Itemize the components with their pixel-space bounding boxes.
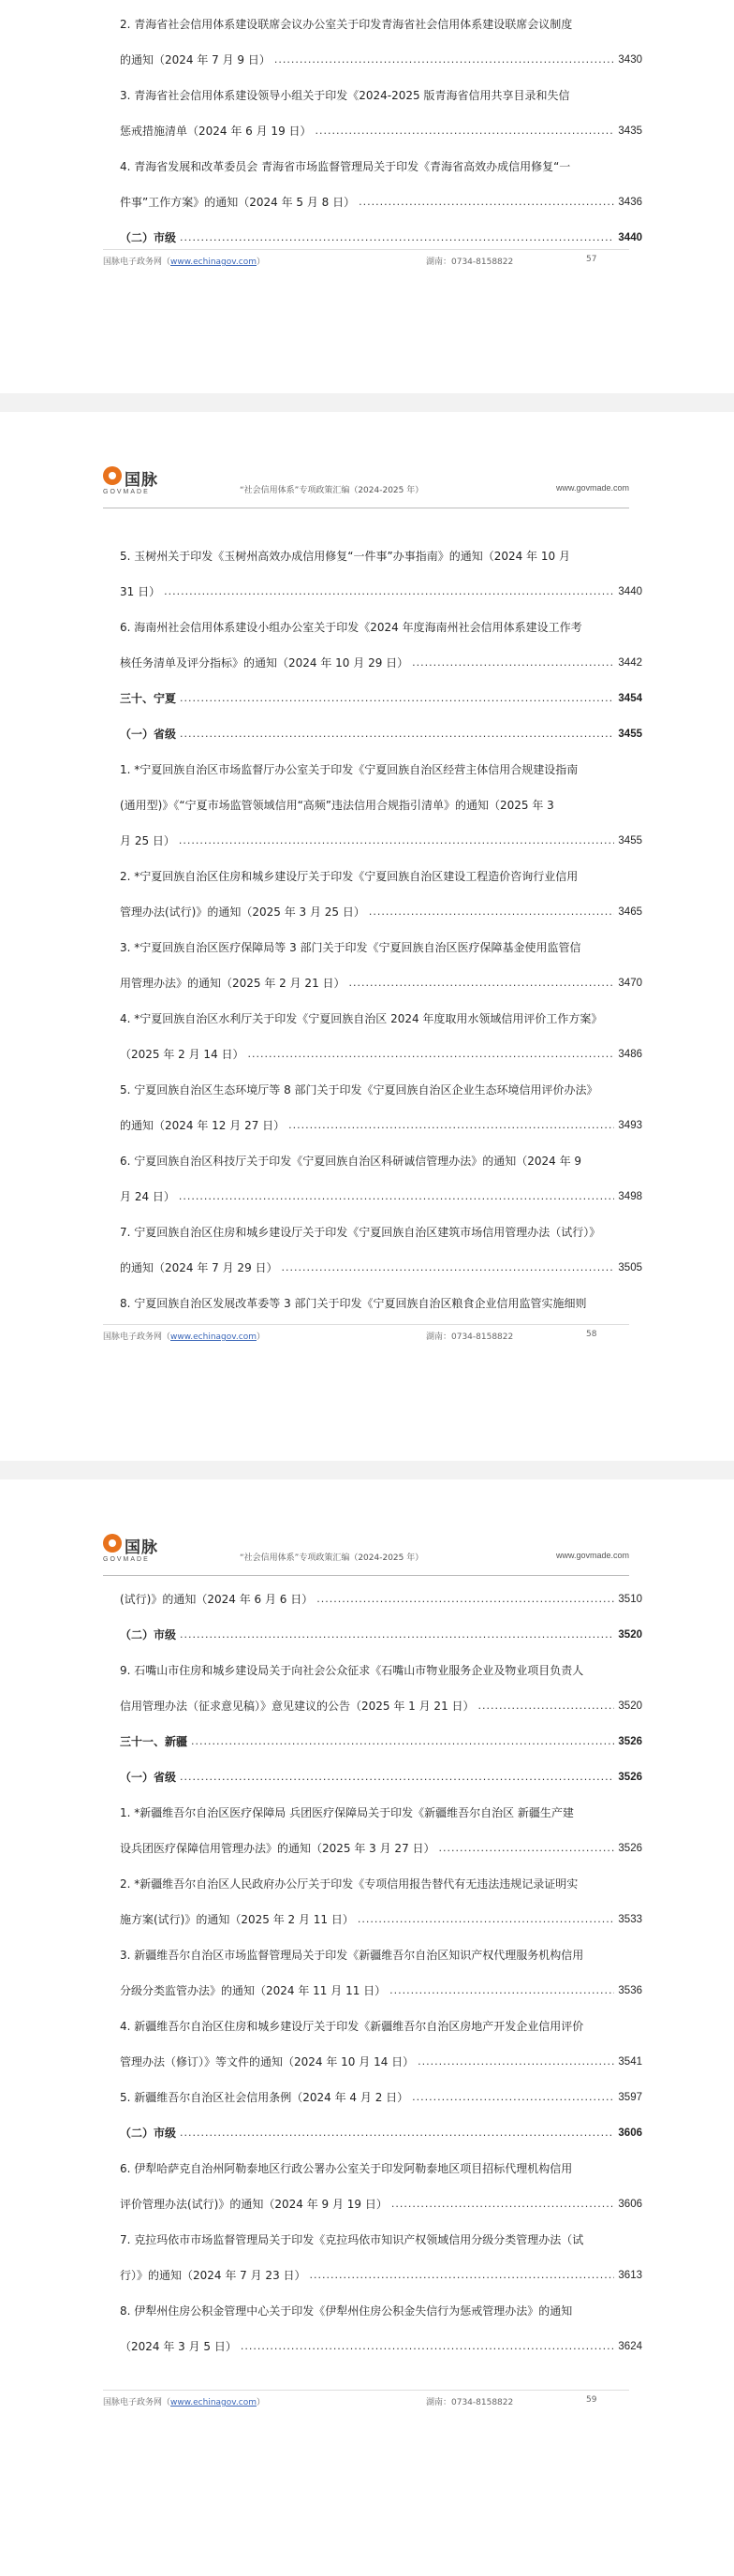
logo-icon [103, 1534, 122, 1553]
toc-text: (试行)》的通知（2024 年 6 月 6 日） [120, 1593, 314, 1606]
toc-text: 4. *宁夏回族自治区水利厅关于印发《宁夏回族自治区 2024 年度取用水领域信用评价工作方案》 [120, 1012, 603, 1025]
leader-dots [418, 2054, 614, 2069]
leader-dots [478, 1699, 615, 1714]
toc-line [120, 1172, 642, 1208]
toc-list [120, 0, 642, 249]
toc-text: 4. 青海省发展和改革委员会 青海省市场监督管理局关于印发《青海省高效办成信用修复“一 [120, 160, 571, 173]
toc-line [120, 2144, 642, 2180]
leader-dots [191, 1734, 614, 1749]
toc-text: 2. 青海省社会信用体系建设联席会议办公室关于印发青海省社会信用体系建设联席会议制度 [120, 18, 573, 31]
footer-source: 国脉电子政务网（www.echinagov.com） [103, 2398, 265, 2407]
toc-page-number: 3442 [618, 657, 642, 669]
toc-page-number: 3606 [618, 2199, 642, 2210]
toc-line [120, 959, 642, 994]
logo-name: 国脉 [125, 1538, 158, 1557]
footer-phone: 湖南：0734-8158822 [426, 258, 514, 267]
header-title: “社会信用体系”专项政策汇编（2024-2025 年） [240, 486, 424, 495]
toc-text: 31 日） [120, 585, 161, 598]
leader-dots [412, 655, 614, 670]
toc-text: 评价管理办法(试行)》的通知（2024 年 9 月 19 日） [120, 2198, 388, 2211]
toc-page-number: 3510 [618, 1594, 642, 1605]
toc-line [120, 994, 642, 1030]
toc-line [120, 1208, 642, 1244]
leader-dots [389, 1983, 614, 1998]
toc-page-number: 3597 [618, 2092, 642, 2103]
toc-line [120, 1895, 642, 1931]
footer-page-number: 59 [586, 2395, 597, 2405]
leader-dots [179, 1189, 615, 1204]
toc-page-number: 3493 [618, 1120, 642, 1131]
document-page-58 [0, 412, 734, 1461]
toc-line [120, 1860, 642, 1895]
toc-page-number: 3533 [618, 1914, 642, 1925]
leader-dots [248, 1047, 615, 1062]
toc-text: 月 24 日） [120, 1190, 175, 1203]
logo-sub: GOVMADE [103, 1556, 150, 1563]
toc-line [120, 1030, 642, 1066]
page-footer [103, 1324, 629, 1344]
toc-page-number: 3541 [618, 2056, 642, 2068]
document-page-59 [0, 1479, 734, 2576]
toc-text: (通用型)》《“宁夏市场监管领域信用“高频”违法信用合规指引清单》的通知（2025 年 3 [120, 799, 554, 812]
toc-text: （二）市级 [120, 231, 177, 244]
leader-dots [282, 1260, 615, 1275]
toc-page-number: 3436 [618, 197, 642, 208]
toc-text: 6. 伊犁哈萨克自治州阿勒泰地区行政公署办公室关于印发阿勒泰地区项目招标代理机构信用 [120, 2162, 573, 2175]
logo-sub: GOVMADE [103, 489, 150, 495]
toc-page-number: 3526 [618, 1843, 642, 1854]
page-footer [103, 249, 629, 269]
toc-text: 管理办法(试行)》的通知（2025 年 3 月 25 日） [120, 905, 365, 919]
leader-dots [179, 833, 615, 848]
logo-icon [103, 466, 122, 485]
footer-source: 国脉电子政务网（www.echinagov.com） [103, 258, 265, 267]
toc-line [120, 781, 642, 817]
toc-text: 分级分类监管办法》的通知（2024 年 11 月 11 日） [120, 1984, 387, 1997]
footer-page-number: 58 [586, 1330, 597, 1339]
header-url[interactable]: www.govmade.com [555, 1551, 629, 1560]
toc-text: 核任务清单及评分指标》的通知（2024 年 10 月 29 日） [120, 656, 409, 670]
leader-dots [241, 2339, 615, 2354]
toc-text: 1. *宁夏回族自治区市场监督厅办公室关于印发《宁夏回族自治区经营主体信用合规建设指南 [120, 763, 579, 776]
toc-line [120, 745, 642, 781]
toc-text: 月 25 日） [120, 834, 175, 847]
toc-line [120, 1101, 642, 1137]
toc-page-number: 3470 [618, 978, 642, 989]
toc-line [120, 142, 642, 178]
leader-dots [310, 2268, 615, 2283]
toc-text: 的通知（2024 年 12 月 27 日） [120, 1119, 286, 1132]
toc-text: 3. 新疆维吾尔自治区市场监督管理局关于印发《新疆维吾尔自治区知识产权代理服务机构信用 [120, 1949, 584, 1962]
toc-page-number: 3624 [618, 2341, 642, 2352]
toc-line [120, 0, 642, 36]
toc-text: （2025 年 2 月 14 日） [120, 1048, 244, 1061]
toc-line [120, 888, 642, 923]
toc-line [120, 1066, 642, 1101]
toc-line [120, 178, 642, 213]
toc-text: 件事”工作方案》的通知（2024 年 5 月 8 日） [120, 196, 356, 209]
footer-source: 国脉电子政务网（www.echinagov.com） [103, 1332, 265, 1342]
toc-page-number: 3498 [618, 1191, 642, 1202]
toc-text: 6. 海南州社会信用体系建设小组办公室关于印发《2024 年度海南州社会信用体系建设工作考 [120, 621, 582, 634]
leader-dots [412, 2090, 614, 2105]
leader-dots [359, 195, 614, 210]
toc-page-number: 3440 [618, 232, 642, 243]
toc-line [120, 710, 642, 745]
toc-line [120, 1244, 642, 1279]
toc-page-number: 3520 [618, 1629, 642, 1641]
toc-page-number: 3613 [618, 2270, 642, 2281]
footer-phone: 湖南：0734-8158822 [426, 1332, 514, 1342]
toc-line [120, 532, 642, 567]
toc-line [120, 2002, 642, 2038]
toc-text: 惩戒措施清单（2024 年 6 月 19 日） [120, 125, 312, 138]
toc-text: 5. 新疆维吾尔自治区社会信用条例（2024 年 4 月 2 日） [120, 2091, 409, 2104]
toc-line [120, 2287, 642, 2322]
toc-text: （一）省级 [120, 728, 177, 741]
toc-page-number: 3455 [618, 835, 642, 846]
leader-dots [180, 727, 614, 742]
toc-text: 3. *宁夏回族自治区医疗保障局等 3 部门关于印发《宁夏回族自治区医疗保障基金使用监管信 [120, 941, 581, 954]
toc-line [120, 923, 642, 959]
toc-line [120, 1788, 642, 1824]
toc-text: 设兵团医疗保障信用管理办法》的通知（2025 年 3 月 27 日） [120, 1842, 435, 1855]
leader-dots [439, 1841, 615, 1856]
toc-line [120, 1279, 642, 1315]
toc-text: 三十、宁夏 [120, 692, 177, 705]
toc-text: 信用管理办法（征求意见稿）》意见建议的公告（2025 年 1 月 21 日） [120, 1700, 475, 1713]
toc-line [120, 36, 642, 71]
toc-line [120, 603, 642, 639]
toc-text: （一）省级 [120, 1771, 177, 1784]
toc-line [120, 2038, 642, 2073]
toc-line [120, 1824, 642, 1860]
leader-dots [180, 1627, 614, 1642]
toc-line [120, 71, 642, 107]
leader-dots [180, 230, 614, 245]
toc-line [120, 1966, 642, 2002]
logo-name: 国脉 [125, 471, 158, 490]
toc-page-number: 3505 [618, 1262, 642, 1273]
toc-text: 行）》的通知（2024 年 7 月 23 日） [120, 2269, 306, 2282]
toc-line [120, 107, 642, 142]
toc-text: 2. *新疆维吾尔自治区人民政府办公厅关于印发《专项信用报告替代有无违法违规记录证明实 [120, 1877, 579, 1891]
toc-line [120, 1753, 642, 1788]
toc-line [120, 2073, 642, 2109]
leader-dots [358, 1912, 615, 1927]
toc-text: 用管理办法》的通知（2025 年 2 月 21 日） [120, 977, 345, 990]
footer-link[interactable]: www.echinagov.com [170, 258, 257, 267]
toc-line [120, 1931, 642, 1966]
toc-line [120, 2322, 642, 2358]
leader-dots [288, 1118, 614, 1133]
document-page-57 [0, 0, 734, 393]
toc-text: 的通知（2024 年 7 月 29 日） [120, 1261, 278, 1274]
header-url[interactable]: www.govmade.com [555, 483, 629, 493]
footer-link[interactable]: www.echinagov.com [170, 2398, 257, 2407]
leader-dots [180, 2126, 614, 2141]
toc-line [120, 1575, 642, 1611]
toc-line [120, 2109, 642, 2144]
leader-dots [316, 1592, 614, 1607]
footer-link[interactable]: www.echinagov.com [170, 1332, 257, 1342]
toc-text: 3. 青海省社会信用体系建设领导小组关于印发《2024-2025 版青海省信用共享目录和失信 [120, 89, 570, 102]
page-header [103, 1528, 629, 1576]
toc-text: 9. 石嘴山市住房和城乡建设局关于向社会公众征求《石嘴山市物业服务企业及物业项目负责人 [120, 1664, 584, 1677]
toc-text: 5. 宁夏回族自治区生态环境厅等 8 部门关于印发《宁夏回族自治区企业生态环境信用评价办法》 [120, 1083, 598, 1097]
toc-text: 2. *宁夏回族自治区住房和城乡建设厅关于印发《宁夏回族自治区建设工程造价咨询行业信用 [120, 870, 579, 883]
toc-text: 三十一、新疆 [120, 1735, 188, 1748]
toc-text: 的通知（2024 年 7 月 9 日） [120, 53, 271, 66]
govmade-logo [103, 1534, 184, 1569]
leader-dots [349, 976, 615, 991]
toc-text: （二）市级 [120, 2127, 177, 2140]
leader-dots [180, 691, 614, 706]
footer-page-number: 57 [586, 255, 597, 264]
toc-line [120, 2251, 642, 2287]
header-title: “社会信用体系”专项政策汇编（2024-2025 年） [240, 1553, 424, 1563]
page-header [103, 461, 629, 508]
toc-text: （2024 年 3 月 5 日） [120, 2340, 237, 2353]
toc-page-number: 3440 [618, 586, 642, 597]
toc-line [120, 674, 642, 710]
toc-text: 管理办法（修订）》等文件的通知（2024 年 10 月 14 日） [120, 2055, 415, 2068]
footer-phone: 湖南：0734-8158822 [426, 2398, 514, 2407]
leader-dots [164, 584, 614, 599]
toc-text: （二）市级 [120, 1628, 177, 1641]
toc-page-number: 3486 [618, 1049, 642, 1060]
toc-line [120, 817, 642, 852]
toc-line [120, 1717, 642, 1753]
toc-text: 1. *新疆维吾尔自治区医疗保障局 兵团医疗保障局关于印发《新疆维吾尔自治区 新疆生产建 [120, 1806, 574, 1819]
toc-line [120, 1611, 642, 1646]
toc-page-number: 3520 [618, 1700, 642, 1712]
toc-text: 4. 新疆维吾尔自治区住房和城乡建设厅关于印发《新疆维吾尔自治区房地产开发企业信用评价 [120, 2020, 584, 2033]
toc-text: 7. 宁夏回族自治区住房和城乡建设厅关于印发《宁夏回族自治区建筑市场信用管理办法（试行）》 [120, 1226, 601, 1239]
leader-dots [274, 52, 615, 67]
toc-text: 8. 宁夏回族自治区发展改革委等 3 部门关于印发《宁夏回族自治区粮食企业信用监管实施细则 [120, 1297, 587, 1310]
leader-dots [391, 2197, 615, 2212]
toc-text: 5. 玉树州关于印发《玉树州高效办成信用修复“一件事”办事指南》的通知（2024 年 10 月 [120, 550, 570, 563]
toc-text: 8. 伊犁州住房公积金管理中心关于印发《伊犁州住房公积金失信行为惩戒管理办法》的通知 [120, 2304, 573, 2318]
toc-line [120, 1646, 642, 1682]
toc-page-number: 3526 [618, 1772, 642, 1783]
toc-line [120, 1682, 642, 1717]
toc-page-number: 3435 [618, 125, 642, 137]
toc-line [120, 639, 642, 674]
toc-line [120, 213, 642, 249]
toc-page-number: 3430 [618, 54, 642, 66]
toc-page-number: 3454 [618, 693, 642, 704]
toc-line [120, 2180, 642, 2215]
toc-text: 6. 宁夏回族自治区科技厅关于印发《宁夏回族自治区科研诚信管理办法》的通知（2024 年 9 [120, 1155, 582, 1168]
leader-dots [180, 1770, 614, 1785]
govmade-logo [103, 466, 184, 502]
page-footer [103, 2390, 629, 2409]
toc-page-number: 3526 [618, 1736, 642, 1747]
toc-page-number: 3536 [618, 1985, 642, 1996]
toc-list [120, 532, 642, 1315]
leader-dots [316, 124, 615, 139]
toc-page-number: 3606 [618, 2127, 642, 2139]
toc-line [120, 852, 642, 888]
toc-list [120, 1575, 642, 2358]
toc-line [120, 2215, 642, 2251]
toc-text: 7. 克拉玛依市市场监督管理局关于印发《克拉玛依市知识产权领域信用分级分类管理办法（试 [120, 2233, 584, 2246]
toc-text: 施方案(试行)》的通知（2025 年 2 月 11 日） [120, 1913, 354, 1926]
toc-page-number: 3455 [618, 729, 642, 740]
toc-line [120, 1137, 642, 1172]
toc-line [120, 567, 642, 603]
leader-dots [369, 905, 615, 920]
toc-page-number: 3465 [618, 906, 642, 918]
